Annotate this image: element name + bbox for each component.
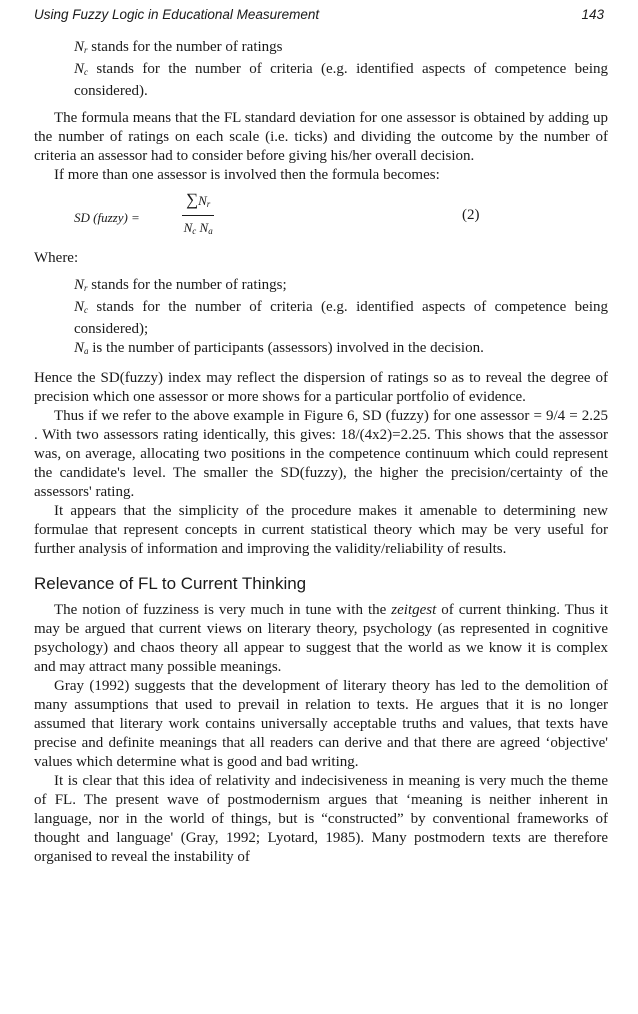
symbol: $N_r$ (74, 39, 88, 55)
symbol: $N_c$ (74, 299, 89, 315)
definition-nc (74, 298, 608, 339)
formula-lhs: SD (fuzzy) = (74, 210, 140, 225)
definition-nc (74, 60, 608, 101)
definition-list-1 (74, 38, 608, 101)
page-number: 143 (581, 7, 604, 22)
emphasis-zeitgest: zeitgest (391, 602, 437, 618)
paragraph: It appears that the simplicity of the procedure makes it amenable to determining new formulae that represent concepts in current statistical theory which may be very useful for further analysis of information and improving the validity/reliability of results. (34, 503, 608, 557)
running-header (34, 6, 608, 24)
formula-fraction (182, 190, 214, 241)
paragraph: Gray (1992) suggests that the development of literary theory has led to the demolition of many assumptions that used to prevail in relation to texts. He argues that it is no longer assumed that literary work contains universally acceptable truths and values, that texts have precise and definite meanings that all readers can derive and that there are agreed ‘objective' values which determine what is good and bad writing. (34, 678, 608, 770)
definition-list-2 (74, 276, 608, 361)
section-heading: Relevance of FL to Current Thinking (34, 574, 307, 593)
paragraph: If more than one assessor is involved then the formula becomes: (54, 167, 440, 183)
paragraph: The notion of fuzziness is very much in tune with the zeitgest of current thinking. Thus it may be argued that current views on literary theory, psychology (as represented in cognitive psychology) and chaos theory all appear to suggest that the world as we know it is complex and may attract many possible meanings. (34, 602, 608, 675)
definition-nr (74, 276, 608, 298)
formula-2 (34, 189, 608, 243)
definition-nr (74, 38, 608, 60)
definition-text: stands for the number of ratings (87, 39, 283, 55)
definition-text: stands for the number of ratings; (87, 277, 287, 293)
formula-numerator: $\sum N_r$ (182, 190, 214, 216)
running-title: Using Fuzzy Logic in Educational Measurement (34, 7, 320, 22)
equation-number: (2) (462, 207, 480, 223)
paragraph: The formula means that the FL standard deviation for one assessor is obtained by adding up the number of ratings on each scale (i.e. ticks) and dividing the outcome by the number of criteria an assessor had to consider before giving his/her overall decision. (34, 110, 608, 164)
symbol: $N_r$ (74, 277, 88, 293)
definition-text: stands for the number of criteria (e.g. identified aspects of competence being considered). (74, 61, 608, 99)
paragraph: Thus if we refer to the above example in Figure 6, SD (fuzzy) for one assessor = 9/4 = 2.25 . With two assessors rating identically, this gives: 18/(4x2)=2.25. This shows that the assessor was, on average, allocating two positions in the competence continuum which could represent the candidate's level. The smaller the SD(fuzzy), the higher the precision/certainty of the assessors' rating. (34, 408, 608, 500)
definition-text: is the number of participants (assessors) involved in the decision. (88, 340, 484, 356)
symbol: $N_a$ (74, 340, 89, 356)
definition-na (74, 339, 608, 361)
where-label: Where: (34, 250, 79, 266)
formula-denominator: $N_c$ $N_a$ (183, 220, 213, 236)
paragraph: It is clear that this idea of relativity and indecisiveness in meaning is very much the theme of FL. The present wave of postmodernism argues that ‘meaning is neither inherent in language, nor in the world of things, but is “constructed” by conventional frameworks of thought and language' (Gray, 1992; Lyotard, 1985). Many postmodern texts are therefore organised to reveal the instability of (34, 773, 608, 865)
symbol: $N_c$ (74, 61, 89, 77)
definition-text: stands for the number of criteria (e.g. identified aspects of competence being considered); (74, 299, 608, 337)
paragraph: Hence the SD(fuzzy) index may reflect the dispersion of ratings so as to reveal the degree of precision which one assessor or more shows for a particular portfolio of evidence. (34, 370, 608, 405)
